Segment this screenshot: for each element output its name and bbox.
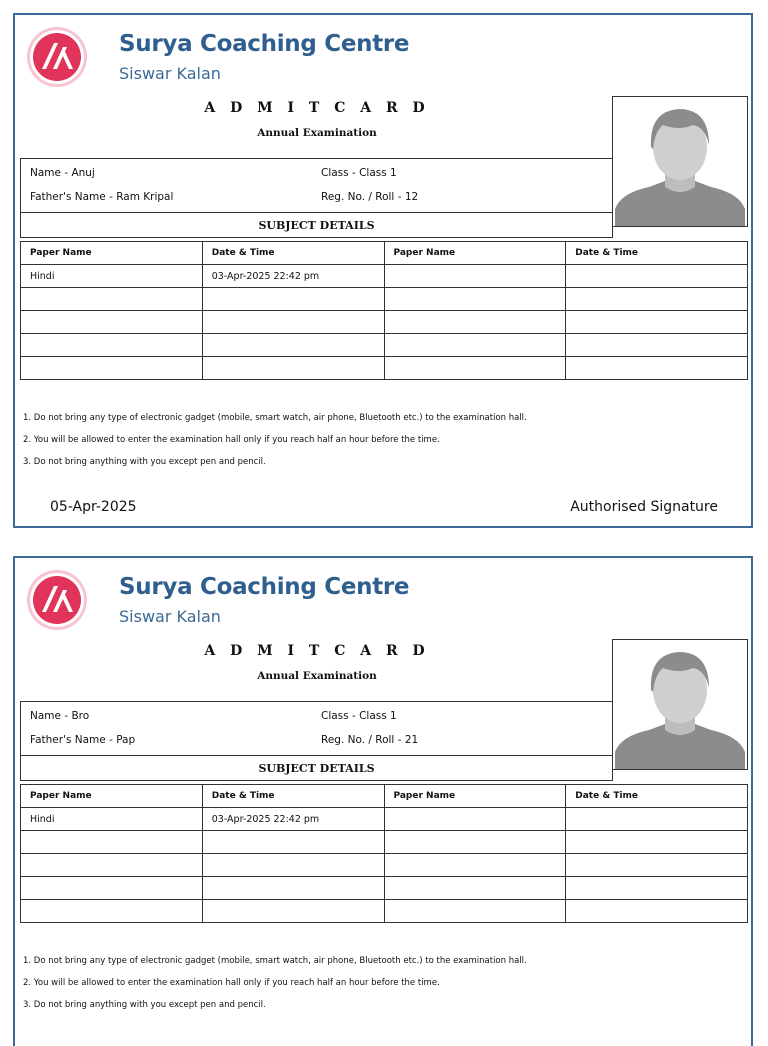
student-info-box: [20, 158, 613, 238]
table-cell: [202, 288, 384, 311]
table-cell: [384, 808, 566, 831]
student-class: Class - Class 1: [321, 167, 397, 179]
column-header: Date & Time: [566, 242, 748, 265]
subject-details-heading: SUBJECT DETAILS: [21, 212, 612, 238]
table-cell: [566, 877, 748, 900]
table-cell: [202, 831, 384, 854]
organization-name: Surya Coaching Centre: [119, 31, 410, 57]
column-header: Paper Name: [21, 785, 203, 808]
table-cell: [384, 357, 566, 380]
column-header: Date & Time: [566, 785, 748, 808]
exam-name: Annual Examination: [257, 127, 377, 139]
table-cell: [566, 357, 748, 380]
table-cell: [21, 900, 203, 923]
instruction-item: 3. Do not bring anything with you except pen and pencil.: [23, 1000, 266, 1010]
profile-placeholder-icon: [612, 639, 748, 770]
father-name: Father's Name - Pap: [30, 734, 136, 746]
table-header-row: [21, 242, 748, 265]
table-cell: [202, 900, 384, 923]
table-cell: [202, 357, 384, 380]
table-cell: [21, 288, 203, 311]
table-cell: [384, 854, 566, 877]
column-header: Date & Time: [202, 785, 384, 808]
table-cell: [21, 831, 203, 854]
table-row: [21, 288, 748, 311]
table-header-row: [21, 785, 748, 808]
column-header: Paper Name: [21, 242, 203, 265]
table-row: [21, 877, 748, 900]
admit-card-1: [13, 13, 753, 528]
instructions-list: [23, 407, 743, 473]
reg-roll-number: Reg. No. / Roll - 12: [321, 191, 419, 203]
table-row: [21, 808, 748, 831]
table-cell: [21, 311, 203, 334]
table-cell: Hindi: [21, 808, 203, 831]
table-cell: [566, 900, 748, 923]
table-cell: [202, 311, 384, 334]
subject-table: [20, 241, 748, 380]
table-cell: Hindi: [21, 265, 203, 288]
student-info-box: [20, 701, 613, 781]
table-cell: [384, 831, 566, 854]
instruction-item: 2. You will be allowed to enter the examination hall only if you reach half an hour before the time.: [23, 978, 440, 988]
table-cell: [384, 877, 566, 900]
table-cell: [21, 357, 203, 380]
column-header: Date & Time: [202, 242, 384, 265]
table-cell: [566, 808, 748, 831]
father-name: Father's Name - Ram Kripal: [30, 191, 174, 203]
table-cell: [202, 334, 384, 357]
admit-card-title: A D M I T C A R D: [204, 643, 430, 659]
table-cell: [384, 265, 566, 288]
profile-placeholder-icon: [612, 96, 748, 227]
table-cell: [202, 877, 384, 900]
table-cell: 03-Apr-2025 22:42 pm: [202, 808, 384, 831]
reg-roll-number: Reg. No. / Roll - 21: [321, 734, 419, 746]
column-header: Paper Name: [384, 242, 566, 265]
admit-card-2: [13, 556, 753, 1046]
table-row: [21, 334, 748, 357]
subject-details-heading: SUBJECT DETAILS: [21, 755, 612, 781]
table-row: [21, 854, 748, 877]
table-cell: [384, 334, 566, 357]
table-cell: [384, 311, 566, 334]
table-cell: [566, 311, 748, 334]
table-row: [21, 265, 748, 288]
organization-location: Siswar Kalan: [119, 64, 221, 83]
student-class: Class - Class 1: [321, 710, 397, 722]
table-cell: [21, 334, 203, 357]
table-cell: [21, 877, 203, 900]
table-row: [21, 357, 748, 380]
organization-name: Surya Coaching Centre: [119, 574, 410, 600]
table-cell: [566, 334, 748, 357]
table-cell: [566, 854, 748, 877]
table-row: [21, 831, 748, 854]
admit-card-title: A D M I T C A R D: [204, 100, 430, 116]
coaching-logo-icon: [25, 25, 89, 89]
organization-location: Siswar Kalan: [119, 607, 221, 626]
instructions-list: [23, 950, 743, 1016]
instruction-item: 3. Do not bring anything with you except pen and pencil.: [23, 457, 266, 467]
table-row: [21, 311, 748, 334]
subject-table: [20, 784, 748, 923]
instruction-item: 1. Do not bring any type of electronic gadget (mobile, smart watch, air phone, Bluetooth etc.) to the examination hall.: [23, 413, 527, 423]
student-name: Name - Anuj: [30, 167, 95, 179]
instruction-item: 2. You will be allowed to enter the examination hall only if you reach half an hour before the time.: [23, 435, 440, 445]
instruction-item: 1. Do not bring any type of electronic gadget (mobile, smart watch, air phone, Bluetooth etc.) to the examination hall.: [23, 956, 527, 966]
table-cell: [202, 854, 384, 877]
authorised-signature-label: Authorised Signature: [570, 499, 718, 515]
table-cell: 03-Apr-2025 22:42 pm: [202, 265, 384, 288]
coaching-logo-icon: [25, 568, 89, 632]
table-cell: [384, 288, 566, 311]
table-cell: [21, 854, 203, 877]
column-header: Paper Name: [384, 785, 566, 808]
table-cell: [384, 900, 566, 923]
exam-name: Annual Examination: [257, 670, 377, 682]
table-cell: [566, 831, 748, 854]
table-cell: [566, 265, 748, 288]
student-name: Name - Bro: [30, 710, 90, 722]
table-row: [21, 900, 748, 923]
table-cell: [566, 288, 748, 311]
issue-date: 05-Apr-2025: [50, 499, 137, 515]
